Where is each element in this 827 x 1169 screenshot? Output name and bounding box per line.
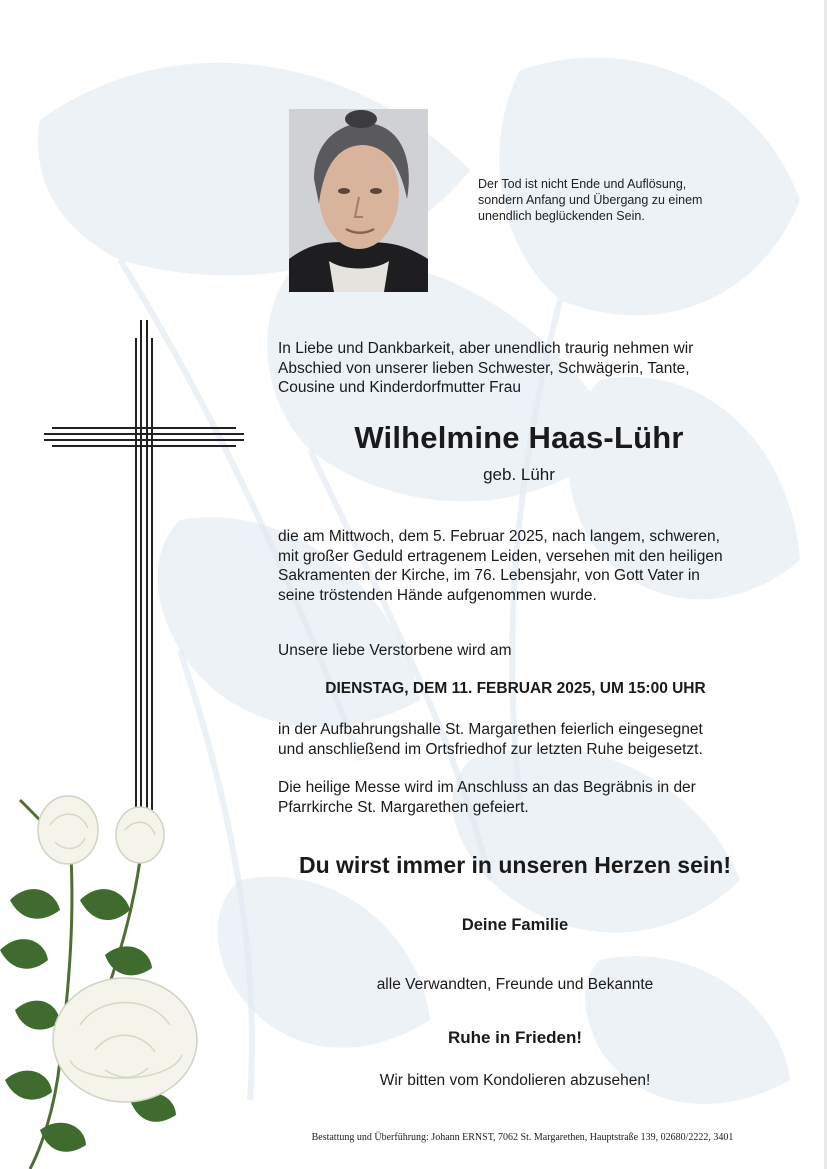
family-signature: Deine Familie (461, 916, 569, 934)
deceased-name: Wilhelmine Haas-Lühr (354, 420, 684, 455)
death-notice (278, 527, 763, 605)
opening-quote (478, 176, 748, 224)
quote-line: sondern Anfang und Übergang zu einem (478, 193, 703, 207)
undertaker-footer: Bestattung und Überführung: Johann ERNST, 7062 St. Margarethen, Hauptstraße 139, 02680/2222, 3401 (311, 1132, 734, 1143)
death-line: die am Mittwoch, dem 5. Februar 2025, nach langem, schweren, (278, 528, 720, 545)
cross-icon (44, 320, 244, 830)
rest-in-peace: Ruhe in Frieden! (447, 1028, 583, 1047)
condolence-request: Wir bitten vom Kondolieren abzusehen! (379, 1072, 651, 1089)
death-line: Sakramenten der Kirche, im 76. Lebensjahr, von Gott Vater in (278, 567, 700, 584)
portrait-illustration (289, 109, 428, 292)
funeral-date: DIENSTAG, DEM 11. FEBRUAR 2025, UM 15:00 UHR (325, 680, 706, 697)
intro-line: Abschied von unserer lieben Schwester, Schwägerin, Tante, (278, 359, 690, 377)
quote-line: Der Tod ist nicht Ende und Auflösung, (478, 177, 687, 191)
death-line: seine tröstenden Hände aufgenommen wurde. (278, 586, 597, 604)
death-line: mit großer Geduld ertragenem Leiden, versehen mit den heiligen (278, 547, 723, 565)
mass-line: Pfarrkirche St. Margarethen gefeiert. (278, 798, 529, 816)
relatives-line: alle Verwandten, Freunde und Bekannte (376, 976, 654, 993)
quote-line: unendlich beglückenden Sein. (478, 209, 645, 223)
funeral-intro: Unsere liebe Verstorbene wird am (278, 642, 512, 659)
portrait-photo (289, 109, 428, 292)
mass-line: Die heilige Messe wird im Anschluss an das Begräbnis in der (278, 779, 696, 796)
funeral-place-line: in der Aufbahrungshalle St. Margarethen feierlich eingesegnet (278, 721, 703, 738)
funeral-place (278, 720, 758, 759)
intro-text (278, 339, 748, 398)
funeral-place-line: und anschließend im Ortsfriedhof zur letzten Ruhe beigesetzt. (278, 740, 703, 758)
intro-line: Cousine und Kinderdorfmutter Frau (278, 379, 521, 396)
intro-line: In Liebe und Dankbarkeit, aber unendlich traurig nehmen wir (278, 340, 694, 357)
memorial-motto: Du wirst immer in unseren Herzen sein! (298, 852, 731, 878)
white-roses (0, 780, 215, 1169)
maiden-name: geb. Lühr (483, 465, 555, 484)
mass-notice (278, 778, 758, 817)
